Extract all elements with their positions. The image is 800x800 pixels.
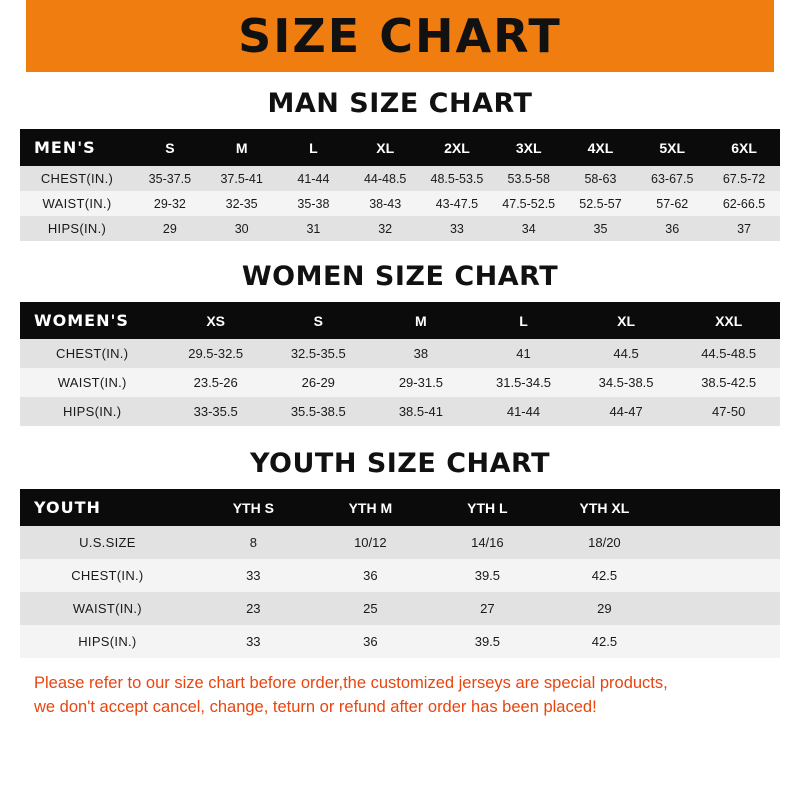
banner-edge-right — [774, 0, 800, 72]
man-row-0-val-3: 44-48.5 — [349, 166, 421, 191]
man-row-1-val-1: 32-35 — [206, 191, 278, 216]
women-col-0: XS — [164, 302, 267, 339]
man-col-8: 6XL — [708, 129, 780, 166]
man-col-5: 3XL — [493, 129, 565, 166]
youth-row-3-val-3: 42.5 — [546, 625, 663, 658]
table-row — [20, 339, 780, 368]
women-row-0-val-0: 29.5-32.5 — [164, 339, 267, 368]
youth-row-3-val-0: 33 — [195, 625, 312, 658]
man-row-2-val-0: 29 — [134, 216, 206, 241]
women-row-1-val-1: 26-29 — [267, 368, 370, 397]
man-row-2-val-6: 35 — [565, 216, 637, 241]
man-row-1-val-3: 38-43 — [349, 191, 421, 216]
youth-col-1: YTH M — [312, 489, 429, 526]
youth-col-0: YTH S — [195, 489, 312, 526]
page-banner — [0, 0, 800, 72]
youth-row-3-val-2: 39.5 — [429, 625, 546, 658]
women-row-2-val-2: 38.5-41 — [370, 397, 473, 426]
women-row-1-val-2: 29-31.5 — [370, 368, 473, 397]
man-col-3: XL — [349, 129, 421, 166]
women-section-title: WOMEN SIZE CHART — [241, 261, 559, 292]
man-col-1: M — [206, 129, 278, 166]
man-col-7: 5XL — [636, 129, 708, 166]
man-row-0-val-1: 37.5-41 — [206, 166, 278, 191]
man-row-1-val-7: 57-62 — [636, 191, 708, 216]
content-area — [0, 88, 800, 720]
youth-row-1-label: CHEST(IN.) — [20, 559, 195, 592]
table-row — [20, 397, 780, 426]
women-row-1-label: WAIST(IN.) — [20, 368, 164, 397]
women-row-2-val-1: 35.5-38.5 — [267, 397, 370, 426]
table-row — [20, 191, 780, 216]
man-row-1-val-2: 35-38 — [278, 191, 350, 216]
man-col-0: S — [134, 129, 206, 166]
man-row-0-label: CHEST(IN.) — [20, 166, 134, 191]
youth-size-table — [20, 489, 780, 658]
table-row — [20, 592, 780, 625]
youth-row-2-val-0: 23 — [195, 592, 312, 625]
women-row-1-val-3: 31.5-34.5 — [472, 368, 575, 397]
man-row-1-val-4: 43-47.5 — [421, 191, 493, 216]
women-row-2-val-4: 44-47 — [575, 397, 678, 426]
women-col-4: XL — [575, 302, 678, 339]
man-row-0-val-6: 58-63 — [565, 166, 637, 191]
table-header-row — [20, 302, 780, 339]
youth-row-0-val-0: 8 — [195, 526, 312, 559]
man-row-2-val-4: 33 — [421, 216, 493, 241]
youth-row-0-val-1: 10/12 — [312, 526, 429, 559]
notice-line-1: Please refer to our size chart before order,the customized jerseys are special products, — [34, 674, 668, 692]
youth-row-0-val-4 — [663, 526, 780, 559]
man-row-2-val-5: 34 — [493, 216, 565, 241]
youth-row-0-label: U.S.SIZE — [20, 526, 195, 559]
man-row-0-val-0: 35-37.5 — [134, 166, 206, 191]
youth-row-1-val-2: 39.5 — [429, 559, 546, 592]
youth-col-2: YTH L — [429, 489, 546, 526]
table-row — [20, 526, 780, 559]
man-size-table — [20, 129, 780, 241]
table-row — [20, 625, 780, 658]
man-row-2-val-1: 30 — [206, 216, 278, 241]
man-col-6: 4XL — [565, 129, 637, 166]
table-row — [20, 368, 780, 397]
women-row-0-val-2: 38 — [370, 339, 473, 368]
table-row — [20, 166, 780, 191]
order-notice — [34, 672, 766, 720]
youth-row-1-val-0: 33 — [195, 559, 312, 592]
man-col-2: L — [278, 129, 350, 166]
women-row-2-val-5: 47-50 — [677, 397, 780, 426]
youth-row-0-val-2: 14/16 — [429, 526, 546, 559]
women-row-2-val-3: 41-44 — [472, 397, 575, 426]
man-row-0-val-5: 53.5-58 — [493, 166, 565, 191]
women-size-table — [20, 302, 780, 426]
man-row-2-val-2: 31 — [278, 216, 350, 241]
man-row-0-val-4: 48.5-53.5 — [421, 166, 493, 191]
man-row-1-label: WAIST(IN.) — [20, 191, 134, 216]
man-row-2-val-3: 32 — [349, 216, 421, 241]
man-row-2-val-7: 36 — [636, 216, 708, 241]
youth-row-3-val-4 — [663, 625, 780, 658]
man-table-corner: MEN'S — [20, 129, 134, 166]
youth-table-corner: YOUTH — [20, 489, 195, 526]
man-row-2-val-8: 37 — [708, 216, 780, 241]
man-row-1-val-6: 52.5-57 — [565, 191, 637, 216]
banner-edge-left — [0, 0, 26, 72]
youth-col-4 — [663, 489, 780, 526]
table-header-row — [20, 489, 780, 526]
page-title: SIZE CHART — [238, 9, 562, 63]
youth-row-2-val-3: 29 — [546, 592, 663, 625]
man-section-title: MAN SIZE CHART — [267, 88, 533, 119]
women-col-1: S — [267, 302, 370, 339]
man-row-1-val-5: 47.5-52.5 — [493, 191, 565, 216]
women-row-0-label: CHEST(IN.) — [20, 339, 164, 368]
man-row-0-val-8: 67.5-72 — [708, 166, 780, 191]
man-row-0-val-2: 41-44 — [278, 166, 350, 191]
youth-row-3-label: HIPS(IN.) — [20, 625, 195, 658]
women-row-0-val-4: 44.5 — [575, 339, 678, 368]
youth-row-2-val-2: 27 — [429, 592, 546, 625]
table-row — [20, 216, 780, 241]
man-row-2-label: HIPS(IN.) — [20, 216, 134, 241]
youth-row-3-val-1: 36 — [312, 625, 429, 658]
women-col-3: L — [472, 302, 575, 339]
women-row-2-val-0: 33-35.5 — [164, 397, 267, 426]
man-row-0-val-7: 63-67.5 — [636, 166, 708, 191]
youth-row-1-val-1: 36 — [312, 559, 429, 592]
women-row-0-val-1: 32.5-35.5 — [267, 339, 370, 368]
women-row-1-val-5: 38.5-42.5 — [677, 368, 780, 397]
women-row-0-val-3: 41 — [472, 339, 575, 368]
women-col-5: XXL — [677, 302, 780, 339]
youth-row-0-val-3: 18/20 — [546, 526, 663, 559]
women-row-1-val-0: 23.5-26 — [164, 368, 267, 397]
notice-line-2: we don't accept cancel, change, teturn or refund after order has been placed! — [34, 697, 597, 716]
youth-row-2-val-1: 25 — [312, 592, 429, 625]
man-col-4: 2XL — [421, 129, 493, 166]
table-header-row — [20, 129, 780, 166]
youth-row-1-val-3: 42.5 — [546, 559, 663, 592]
women-table-corner: WOMEN'S — [20, 302, 164, 339]
women-row-0-val-5: 44.5-48.5 — [677, 339, 780, 368]
women-row-1-val-4: 34.5-38.5 — [575, 368, 678, 397]
youth-section-title: YOUTH SIZE CHART — [249, 448, 551, 479]
youth-col-3: YTH XL — [546, 489, 663, 526]
man-row-1-val-0: 29-32 — [134, 191, 206, 216]
table-row — [20, 559, 780, 592]
youth-row-1-val-4 — [663, 559, 780, 592]
man-row-1-val-8: 62-66.5 — [708, 191, 780, 216]
women-col-2: M — [370, 302, 473, 339]
women-row-2-label: HIPS(IN.) — [20, 397, 164, 426]
youth-row-2-val-4 — [663, 592, 780, 625]
youth-row-2-label: WAIST(IN.) — [20, 592, 195, 625]
